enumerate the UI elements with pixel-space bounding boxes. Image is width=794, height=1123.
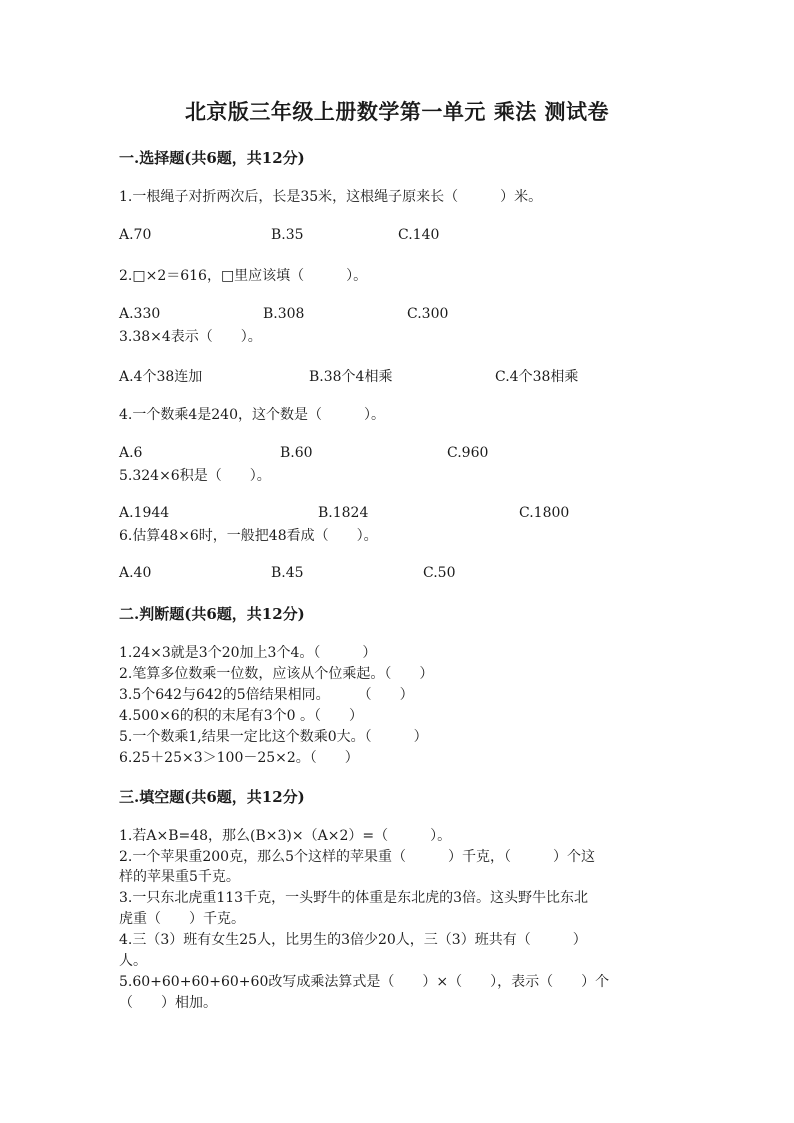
fill-line: 虎重（ ）千克。 — [119, 911, 245, 927]
judge-item: 6.25＋25×3＞100－25×2。（ ） — [119, 750, 359, 766]
judge-item: 3.5个642与642的5倍结果相同。 （ ） — [119, 687, 414, 703]
judge-item: 4.500×6的积的末尾有3个0 。（ ） — [119, 708, 363, 724]
judge-item: 1.24×3就是3个20加上3个4。（ ） — [119, 645, 377, 661]
option-c: C.50 — [423, 565, 456, 581]
option-a: A.6 — [119, 445, 143, 461]
option-a: A.70 — [119, 227, 152, 243]
option-a: A.40 — [119, 565, 152, 581]
fill-line: 样的苹果重5千克。 — [119, 869, 240, 885]
fill-line: 4.三（3）班有女生25人，比男生的3倍少20人，三（3）班共有（ ） — [119, 932, 587, 948]
option-b: B.38个4相乘 — [309, 369, 393, 385]
section-heading-judge: 二.判断题(共6题，共12分) — [119, 605, 305, 623]
question-text: 3.38×4表示（ ）。 — [119, 329, 262, 345]
question-text: 6.估算48×6时，一般把48看成（ ）。 — [119, 528, 378, 544]
question-text: 2.□×2＝616，□里应该填（ ）。 — [119, 268, 368, 284]
option-c: C.960 — [447, 445, 489, 461]
page-title: 北京版三年级上册数学第一单元 乘法 测试卷 — [184, 99, 610, 124]
option-c: C.4个38相乘 — [495, 369, 579, 385]
option-b: B.308 — [263, 306, 305, 322]
question-text: 1.一根绳子对折两次后，长是35米，这根绳子原来长（ ）米。 — [119, 189, 543, 205]
judge-item: 5.一个数乘1,结果一定比这个数乘0大。（ ） — [119, 729, 428, 745]
option-b: B.45 — [271, 565, 304, 581]
fill-line: 人。 — [119, 953, 147, 969]
option-c: C.300 — [407, 306, 449, 322]
section-heading-choice: 一.选择题(共6题，共12分) — [119, 149, 305, 167]
option-a: A.4个38连加 — [119, 369, 203, 385]
option-c: C.140 — [398, 227, 440, 243]
question-text: 5.324×6积是（ ）。 — [119, 468, 271, 484]
section-heading-fill: 三.填空题(共6题，共12分) — [119, 788, 305, 806]
fill-line: （ ）相加。 — [119, 995, 217, 1011]
option-a: A.330 — [119, 306, 161, 322]
option-b: B.35 — [271, 227, 304, 243]
option-c: C.1800 — [519, 505, 570, 521]
option-b: B.60 — [280, 445, 313, 461]
judge-item: 2.笔算多位数乘一位数，应该从个位乘起。（ ） — [119, 666, 434, 682]
fill-line: 3.一只东北虎重113千克，一头野牛的体重是东北虎的3倍。这头野牛比东北 — [119, 890, 588, 906]
fill-line: 1.若A×B=48，那么(B×3)×（A×2）=（ ）。 — [119, 828, 452, 844]
fill-line: 2.一个苹果重200克，那么5个这样的苹果重（ ）千克，（ ）个这 — [119, 849, 595, 865]
option-a: A.1944 — [119, 505, 170, 521]
option-b: B.1824 — [318, 505, 369, 521]
question-text: 4.一个数乘4是240，这个数是（ ）。 — [119, 407, 385, 423]
fill-line: 5.60+60+60+60+60改写成乘法算式是（ ）×（ ），表示（ ）个 — [119, 974, 610, 990]
